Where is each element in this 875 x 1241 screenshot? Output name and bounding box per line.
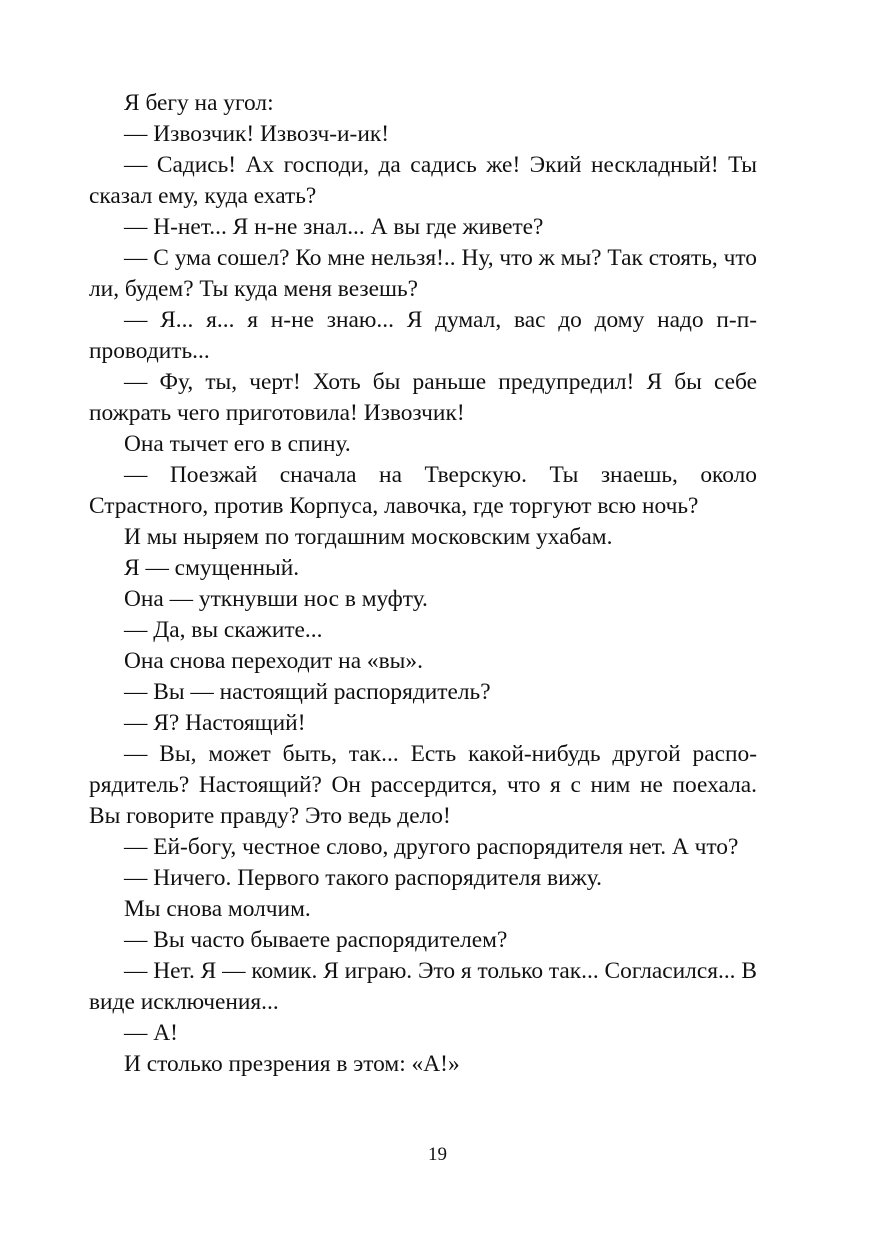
paragraph: — Извозчик! Извозч-и-ик! [124,121,390,147]
paragraph: Она — уткнувши нос в муфту. [124,586,428,612]
paragraph: — А! [124,1020,178,1046]
paragraph: — Да, вы скажите... [124,617,323,643]
paragraph: — С ума сошел? Ко мне нельзя!.. Ну, что ж мы? Так стоять, что ли, будем? Ты куда меня везешь? [89,245,757,302]
paragraph: — Я? Настоящий! [124,710,306,736]
page-body [89,88,757,1080]
paragraph: — Садись! Ах господи, да садись же! Экий нескладный! Ты сказал ему, куда ехать? [89,152,757,209]
paragraph: — Нет. Я — комик. Я играю. Это я только так... Согласился... В виде исключения... [89,958,757,1015]
paragraph: — Вы, может быть, так... Есть какой-нибудь другой распорядитель? Настоящий? Он рассердится, что я с ним не поехала. Вы говорите правду? Это ведь дело! [89,741,757,829]
paragraph: — Вы — настоящий распорядитель? [124,679,491,705]
paragraph: — Вы часто бываете распорядителем? [124,927,508,953]
paragraph: И мы ныряем по тогдашним московским ухабам. [124,524,613,550]
paragraph: Я бегу на угол: [124,90,274,116]
paragraph: — Н-нет... Я н-не знал... А вы где живете? [124,214,544,240]
paragraph: — Я... я... я н-не знаю... Я думал, вас до дому надо п-п-проводить... [89,307,757,364]
paragraph: — Ничего. Первого такого распорядителя вижу. [124,865,602,891]
paragraph: И столько презрения в этом: «А!» [124,1051,460,1077]
paragraph: — Фу, ты, черт! Хоть бы раньше предупредил! Я бы себе пожрать чего приготовила! Извозчик! [89,369,757,426]
paragraph: Я — смущенный. [124,555,300,581]
paragraph: Она тычет его в спину. [124,431,351,457]
paragraph: — Поезжай сначала на Тверскую. Ты знаешь, около Страстного, против Корпуса, лавочка, где торгуют всю ночь? [89,462,757,519]
paragraph: — Ей-богу, честное слово, другого распорядителя нет. А что? [124,834,739,860]
page-number: 19 [428,1144,447,1165]
paragraph: Она снова переходит на «вы». [124,648,423,674]
paragraph: Мы снова молчим. [124,896,311,922]
